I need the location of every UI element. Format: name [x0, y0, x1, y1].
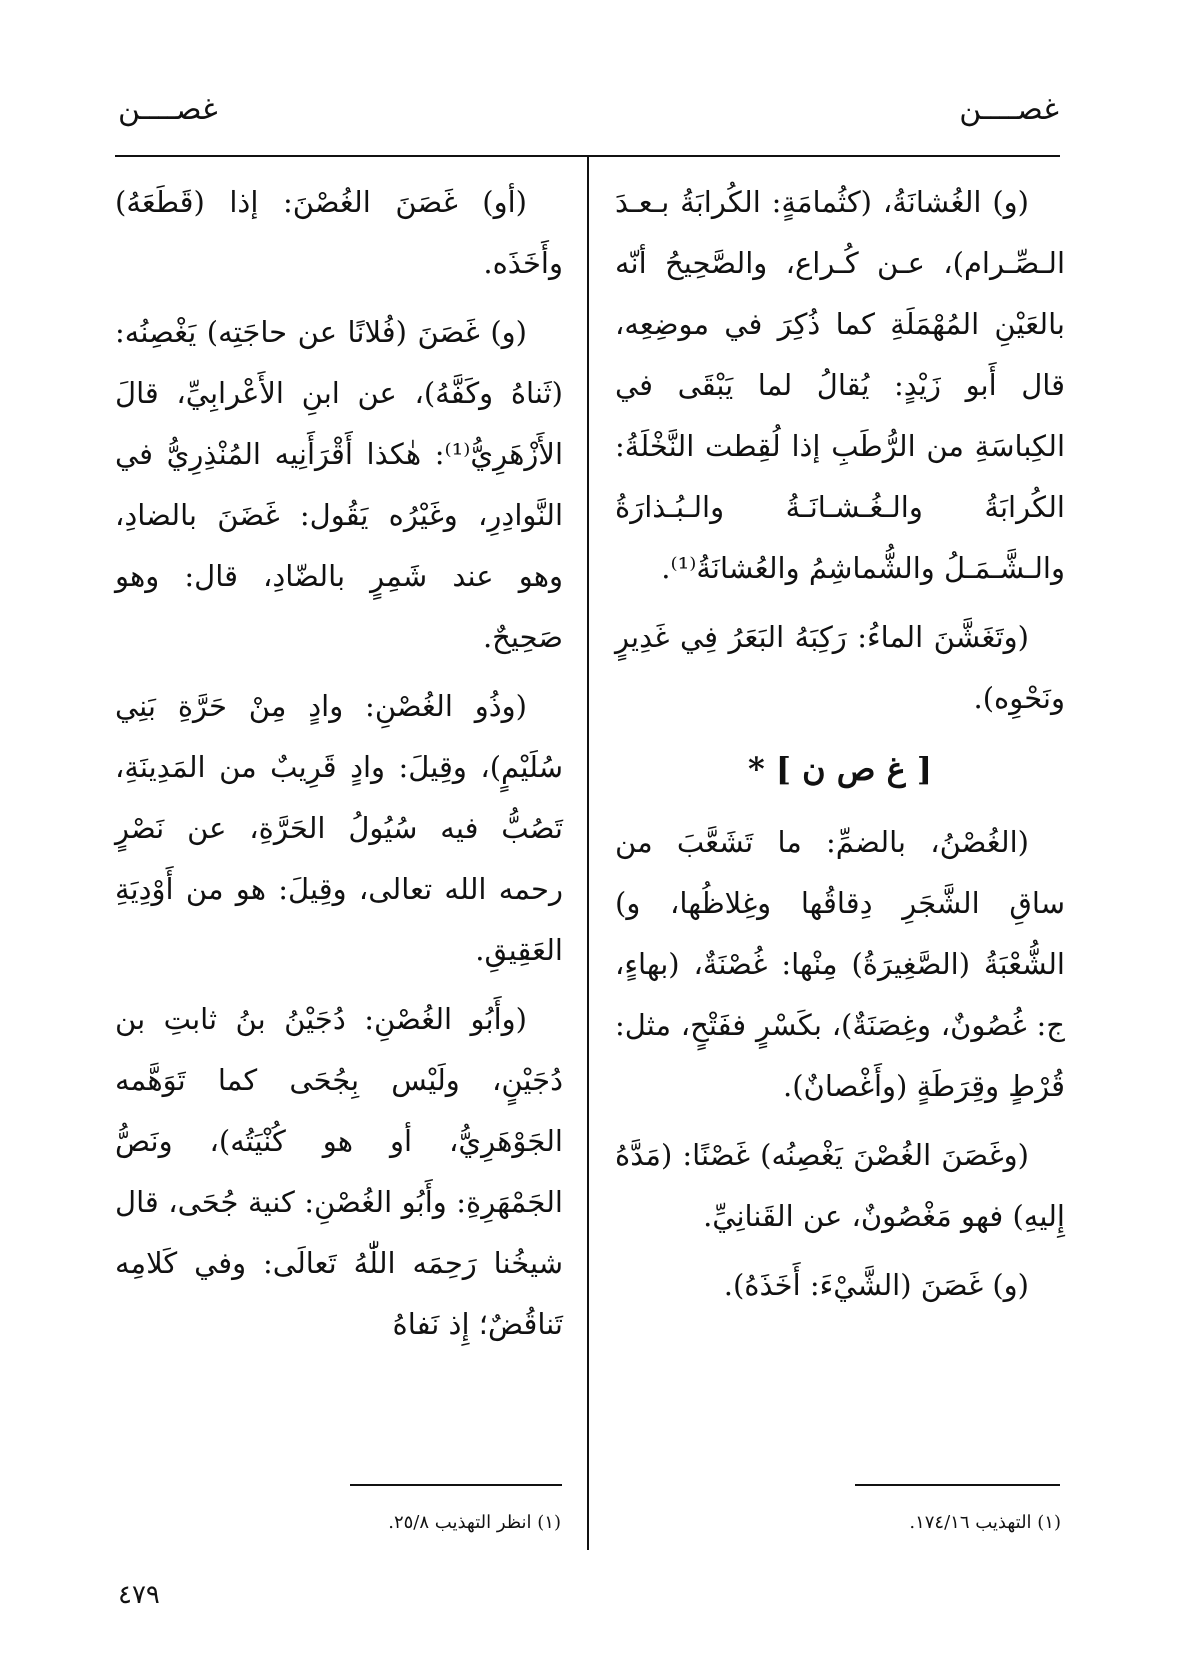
entry-paragraph: (و) غَصَنَ (فُلانًا عن حاجَتِه) يَغْصِنُه: (ثَناهُ وكَفَّهُ)، عن ابنِ الأَعْرابِيِّ، قالَ الأَزْهَرِيُّ⁽¹⁾: هٰكذا أَقْرَأَنِيه المُنْذِرِيُّ في النَّوادِرِ، وغَيْرُه يَقُول: غَضَنَ بالضادِ، وهو عند شَمِرٍ بالضّادِ، قال: وهو صَحِيحٌ.: [115, 315, 563, 654]
footnote-rule-left: [350, 1484, 562, 1486]
entry-paragraph: (و) غَصَنَ (الشَّيْءَ: أَخَذَهُ).: [723, 1268, 1029, 1302]
root-heading: [ غ ص ن ] *: [748, 750, 932, 788]
entry-paragraph: (وذُو الغُصْنِ: وادٍ مِنْ حَرَّةِ بَنِي سُلَيْمٍ)، وقِيلَ: وادٍ قَرِيبٌ من المَدِينَةِ، تَصُبُّ فيه سُيُولُ الحَرَّةِ، عن نَصْرٍ رحمه الله تعالى، وقِيلَ: هو من أَوْدِيَةِ العَقِيقِ.: [115, 689, 563, 967]
entry-paragraph: (وغَصَنَ الغُصْنَ يَغْصِنُه) غَصْنًا: (مَدَّهُ إِليهِ) فهو مَغْصُونٌ، عن القَنانِيِّ.: [615, 1138, 1065, 1233]
running-header-right: غصــــن: [959, 92, 1059, 127]
page-number: ٤٧٩: [118, 1580, 160, 1610]
footnote-right: (١) التهذيب ١٧٤/١٦.: [909, 1512, 1061, 1533]
footnote-left: (١) انظر التهذيب ٢٥/٨.: [388, 1512, 561, 1533]
entry-paragraph: (أو) غَصَنَ الغُصْنَ: إذا (قَطَعَهُ) وأَخَذَه.: [115, 185, 563, 280]
entry-paragraph: (الغُصْنُ، بالضمِّ: ما تَشَعَّبَ من ساقِ الشَّجَرِ دِقاقُها وغِلاظُها، و) الشُّعْبَةُ (الصَّغِيرَةُ) مِنْها: غُصْنَةٌ، (بهاءٍ، ج: غُصُونٌ، وغِصَنَةٌ)، بكَسْرٍ ففَتْحٍ، مثل: قُرْطٍ وقِرَطَةٍ (وأَغْصانٌ).: [615, 825, 1065, 1103]
entry-paragraph: (وأَبُو الغُصْنِ: دُجَيْنُ بنُ ثابتِ بن دُجَيْنٍ، ولَيْس بِجُحَى كما تَوَهَّمه الجَوْهَرِيُّ، أو هو كُنْيَتُه)، ونَصُّ الجَمْهَرِةِ: وأَبُو الغُصْنِ: كنية جُحَى، قال شيخُنا رَحِمَه اللّٰهُ تَعالَى: وفي كَلامِه تَناقُضٌ؛ إِذ نَفاهُ: [115, 1002, 563, 1341]
right-column: [615, 172, 1065, 1324]
entry-paragraph: (و) الغُشانَةُ، (كثُمامَةٍ: الكُرابَةُ بـعـدَ الـصِّـرام)، عـن كُـراع، والصَّحِيحُ أنّه بالعَيْنِ المُهْمَلَةِ كما ذُكِرَ في موضِعِه، قال أَبو زَيْدٍ: يُقالُ لما يَبْقَى في الكِباسَةِ من الرُّطَبِ إذا لُقِطت النَّخْلَةُ: الكُرابَةُ والـغُـشـانَـةُ والـبُـذارَةُ والـشَّـمَـلُ والشُّماشِمُ والعُشانَةُ⁽¹⁾.: [615, 185, 1065, 585]
column-divider: [587, 155, 589, 1550]
running-header-left: غصــــن: [118, 92, 218, 127]
footnote-rule-right: [855, 1484, 1060, 1486]
left-column: [115, 172, 563, 1363]
entry-paragraph: (وتَغَشَّنَ الماءُ: رَكِبَهُ البَعَرُ فِي غَدِيرٍ ونَحْوِه).: [615, 620, 1065, 715]
